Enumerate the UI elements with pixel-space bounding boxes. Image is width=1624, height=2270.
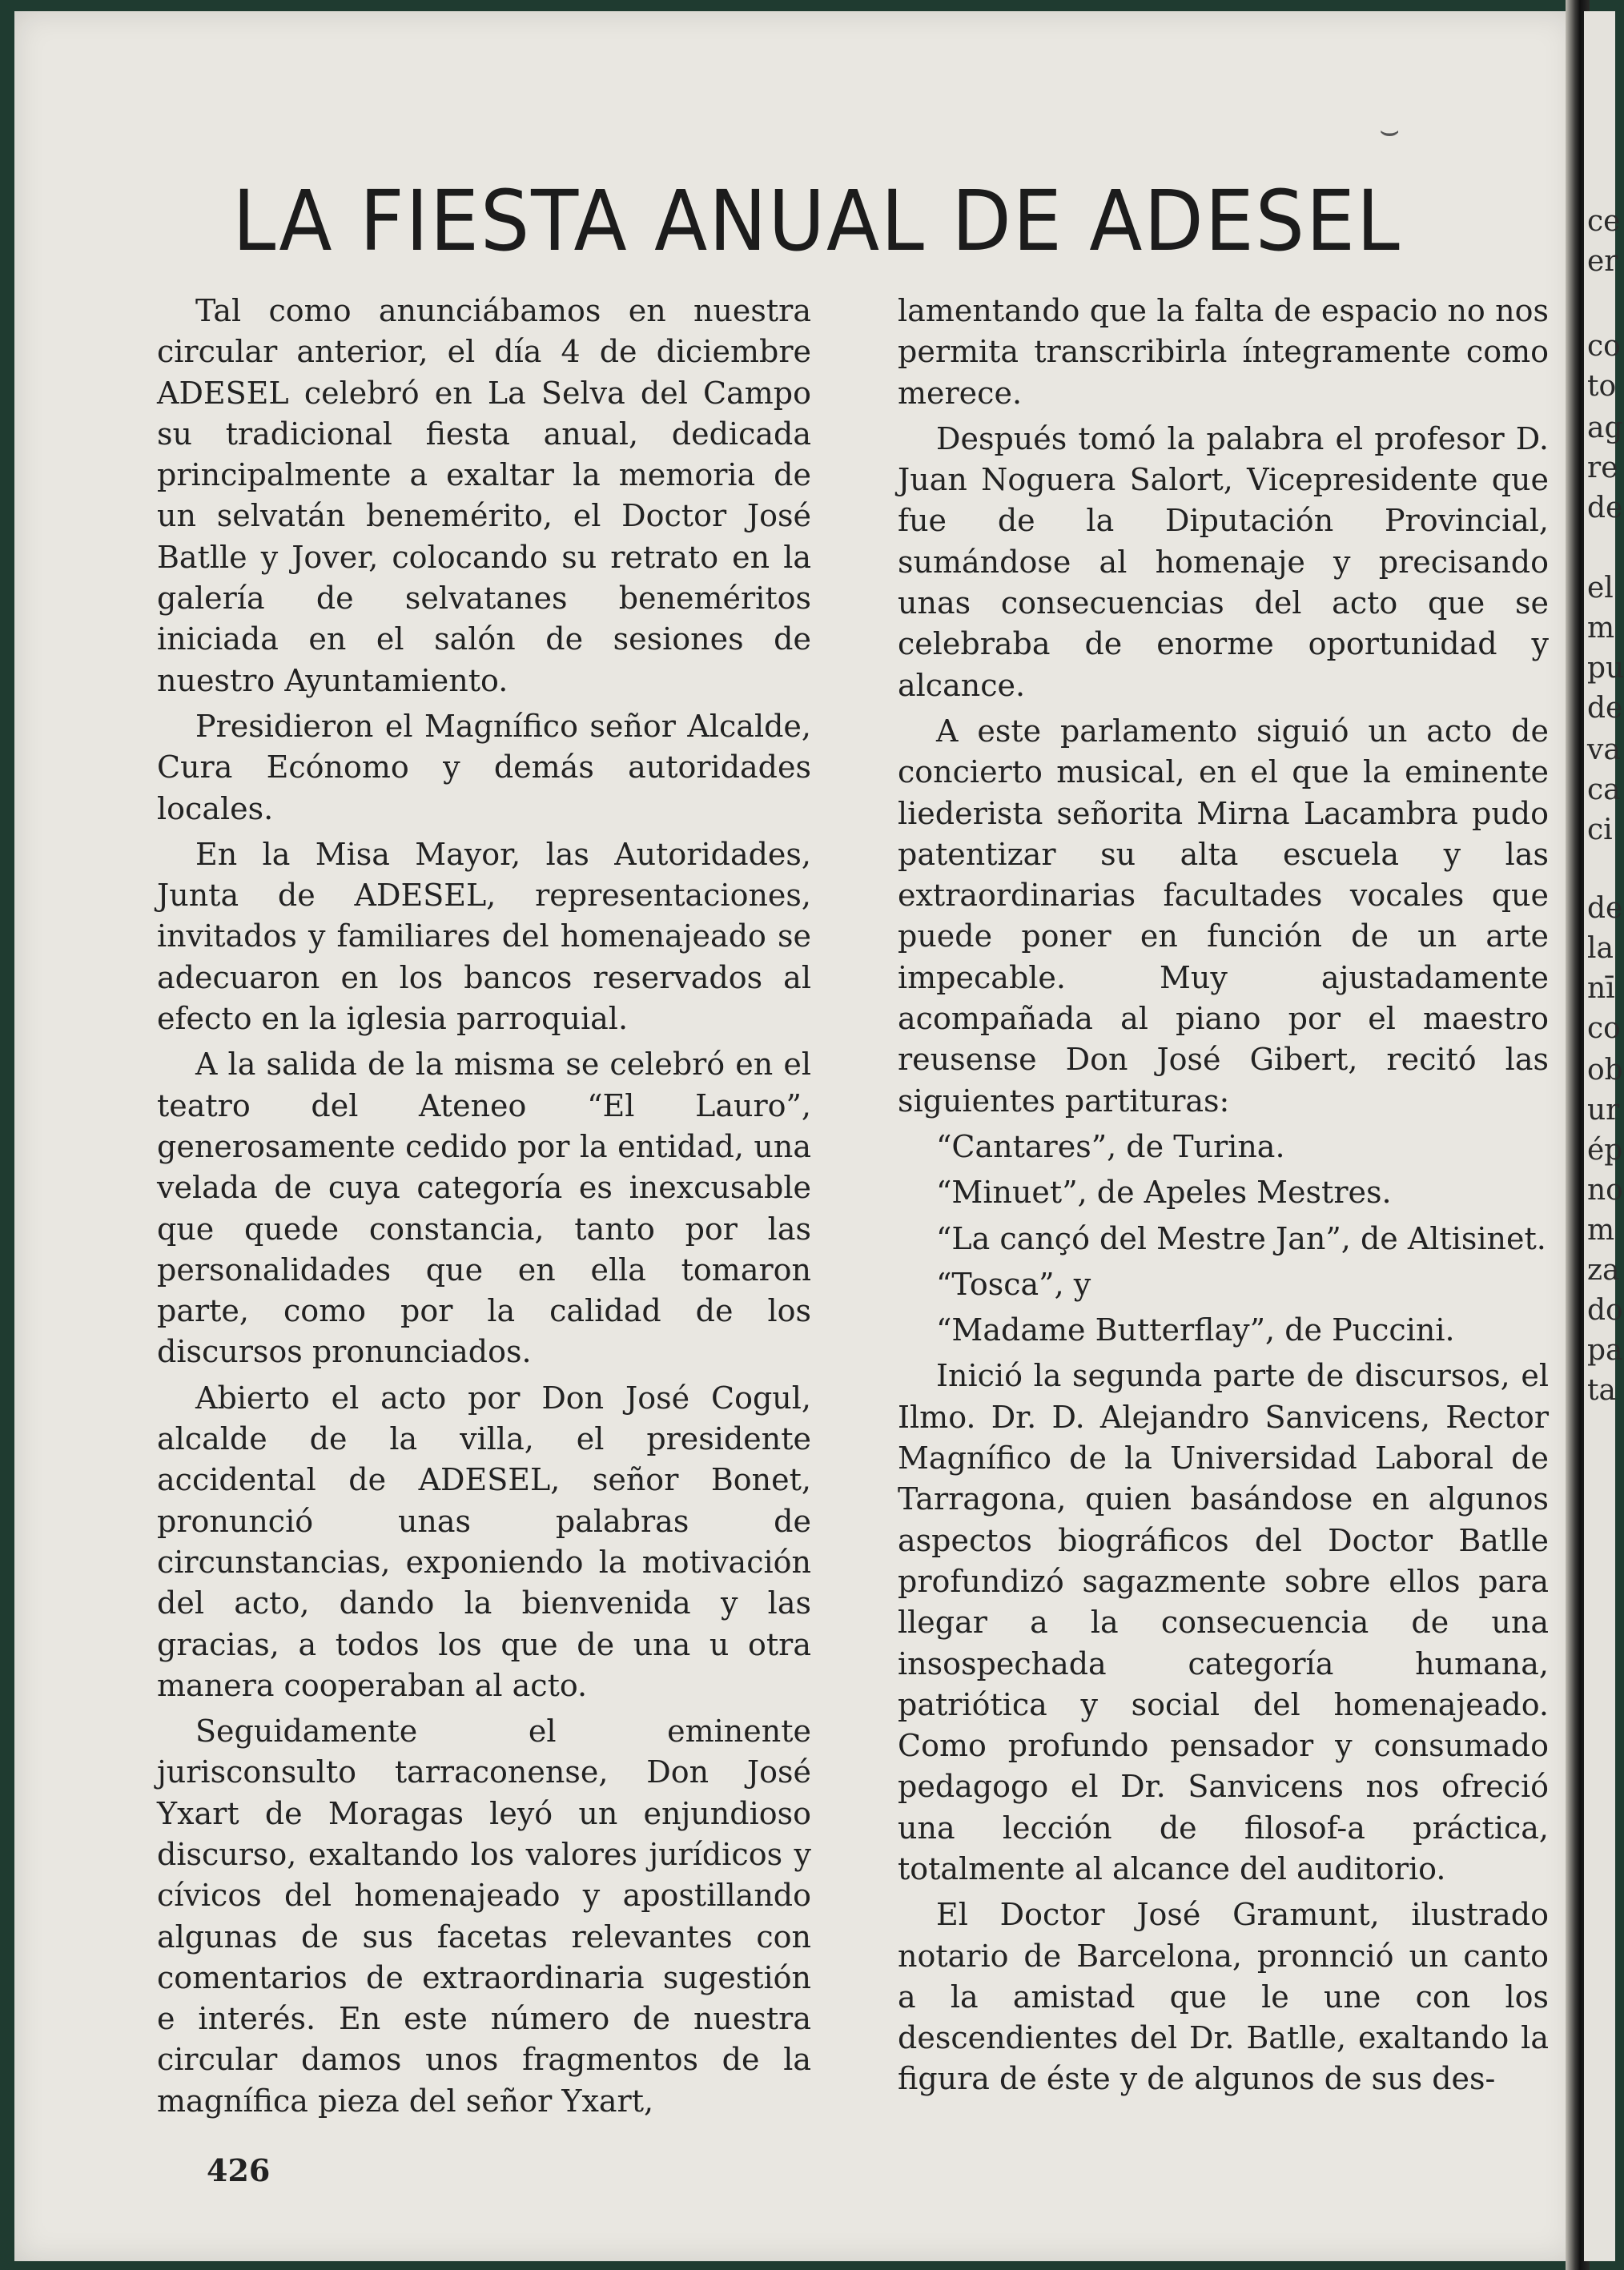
paragraph: Después tomó la palabra el profesor D. Juan Noguera Salort, Vicepresidente que fue de la Diputación Provincial, sumándose al homenaje y precisando unas consecuencias del acto que se celebraba de enorme oportunidad y alcance. xyxy=(898,420,1549,703)
next-page-fragment: ob xyxy=(1587,1054,1623,1087)
next-page-fragment: ce xyxy=(1587,205,1621,238)
next-page-fragment: de xyxy=(1587,492,1623,524)
next-page-fragment: de xyxy=(1587,892,1623,925)
score-item: “Madame Butterflay”, de Puccini. xyxy=(936,1312,1455,1348)
next-page-fragment: pu xyxy=(1587,652,1624,685)
next-page-fragment: to xyxy=(1587,370,1617,403)
right-column xyxy=(898,291,1549,2100)
page-number: 426 xyxy=(207,2152,271,2188)
next-page-fragment: co xyxy=(1587,1012,1621,1045)
paragraph: Tal como anunciábamos en nuestra circular anterior, el día 4 de diciembre ADESEL celebró en La Selva del Campo su tradicional fiesta anual, dedicada principalmente a exaltar la memoria de un selvatán benemérito, el Doctor José Batlle y Jover, colocando su retrato en la galería de selvatanes beneméritos iniciada en el salón de sesiones de nuestro Ayuntamiento. xyxy=(157,293,811,698)
next-page-fragment: la xyxy=(1587,932,1614,965)
paragraph: Abierto el acto por Don José Cogul, alcalde de la villa, el presidente accidental de ADESEL, señor Bonet, pronunció unas palabras de circunstancias, exponiendo la motivación del acto, dando la bienvenida y las gracias, a todos los que de una u otra manera cooperaban al acto. xyxy=(157,1380,811,1703)
score-item: “Cantares”, de Turina. xyxy=(936,1128,1285,1164)
next-page-fragment: ép xyxy=(1587,1134,1623,1167)
paragraph: Presidieron el Magnífico señor Alcalde, Cura Ecónomo y demás autoridades locales. xyxy=(157,708,811,826)
score-item: “Tosca”, y xyxy=(936,1266,1091,1302)
next-page-fragment: er xyxy=(1587,245,1618,278)
score-item: “Minuet”, de Apeles Mestres. xyxy=(936,1175,1392,1211)
next-page-fragment: ta xyxy=(1587,1374,1616,1407)
next-page-fragment: m xyxy=(1587,1214,1615,1247)
score-item: “La cançó del Mestre Jan”, de Altisinet. xyxy=(936,1220,1546,1256)
next-page-fragment: m xyxy=(1587,612,1615,645)
next-page-fragment: nī xyxy=(1587,972,1615,1005)
next-page-fragment: no xyxy=(1587,1174,1623,1207)
next-page-fragment: ci xyxy=(1587,814,1613,846)
next-page-fragment: ca xyxy=(1587,773,1621,806)
next-page-fragment: va xyxy=(1587,733,1621,766)
article-title: LA FIESTA ANUAL DE ADESEL xyxy=(232,172,1401,270)
ink-mark: ⌣ xyxy=(1379,112,1401,149)
next-page-fragment: re xyxy=(1587,452,1618,484)
paragraph: Inició la segunda parte de discursos, el Ilmo. Dr. D. Alejandro Sanvicens, Rector Magnífico de la Universidad Laboral de Tarragona, quien basándose en algunos aspectos biográficos del Doctor Batlle profundizó sagazmente sobre ellos para llegar a la consecuencia de una insospechada categoría humana, patriótica y social del homenajeado. Como profundo pensador y consumado pedagogo el Dr. Sanvicens nos ofreció una lección de filosof-a práctica, totalmente al alcance del auditorio. xyxy=(898,1358,1549,1886)
next-page-fragment: el xyxy=(1587,572,1614,605)
paragraph: A la salida de la misma se celebró en el teatro del Ateneo “El Lauro”, generosamente cedido por la entidad, una velada de cuya categoría es inexcusable que quede constancia, tanto por las personalidades que en ella tomaron parte, como por la calidad de los discursos pronunciados. xyxy=(157,1047,811,1370)
next-page-fragment: za xyxy=(1587,1254,1620,1287)
paragraph: En la Misa Mayor, las Autoridades, Junta de ADESEL, representaciones, invitados y familiares del homenajeado se adecuaron en los bancos reservados al efecto en la iglesia parroquial. xyxy=(157,836,811,1037)
next-page-fragment: de xyxy=(1587,692,1623,725)
paragraph: El Doctor José Gramunt, ilustrado notario de Barcelona, pronnció un canto a la amistad que le une con los descendientes del Dr. Batlle, exaltando la figura de éste y de algunos de sus des- xyxy=(898,1897,1549,2097)
next-page-fragment: co xyxy=(1587,330,1621,363)
next-page-fragment: ur xyxy=(1587,1094,1620,1127)
next-page-edge xyxy=(1584,11,1624,2261)
next-page-fragment: ag xyxy=(1587,412,1623,444)
paragraph: lamentando que la falta de espacio no nos permita transcribirla íntegramente como merece. xyxy=(898,293,1549,411)
paragraph: A este parlamento siguió un acto de concierto musical, en el que la eminente liederista señorita Mirna Lacambra pudo patentizar su alta escuela y las extraordinarias facultades vocales que puede poner en función de un arte impecable. Muy ajustadamente acompañada al piano por el maestro reusense Don José Gibert, recitó las siguientes partituras: xyxy=(898,713,1549,1119)
next-page-fragment: pa xyxy=(1587,1334,1623,1367)
paragraph: Seguidamente el eminente jurisconsulto tarraconense, Don José Yxart de Moragas leyó un enjundioso discurso, exaltando los valores jurídicos y cívicos del homenajeado y apostillando algunas de sus facetas relevantes con comentarios de extraordinaria sugestión e interés. En este número de nuestra circular damos unos fragmentos de la magnífica pieza del señor Yxart, xyxy=(157,1714,811,2119)
left-column xyxy=(157,291,811,2122)
next-page-fragment: do xyxy=(1587,1294,1623,1327)
